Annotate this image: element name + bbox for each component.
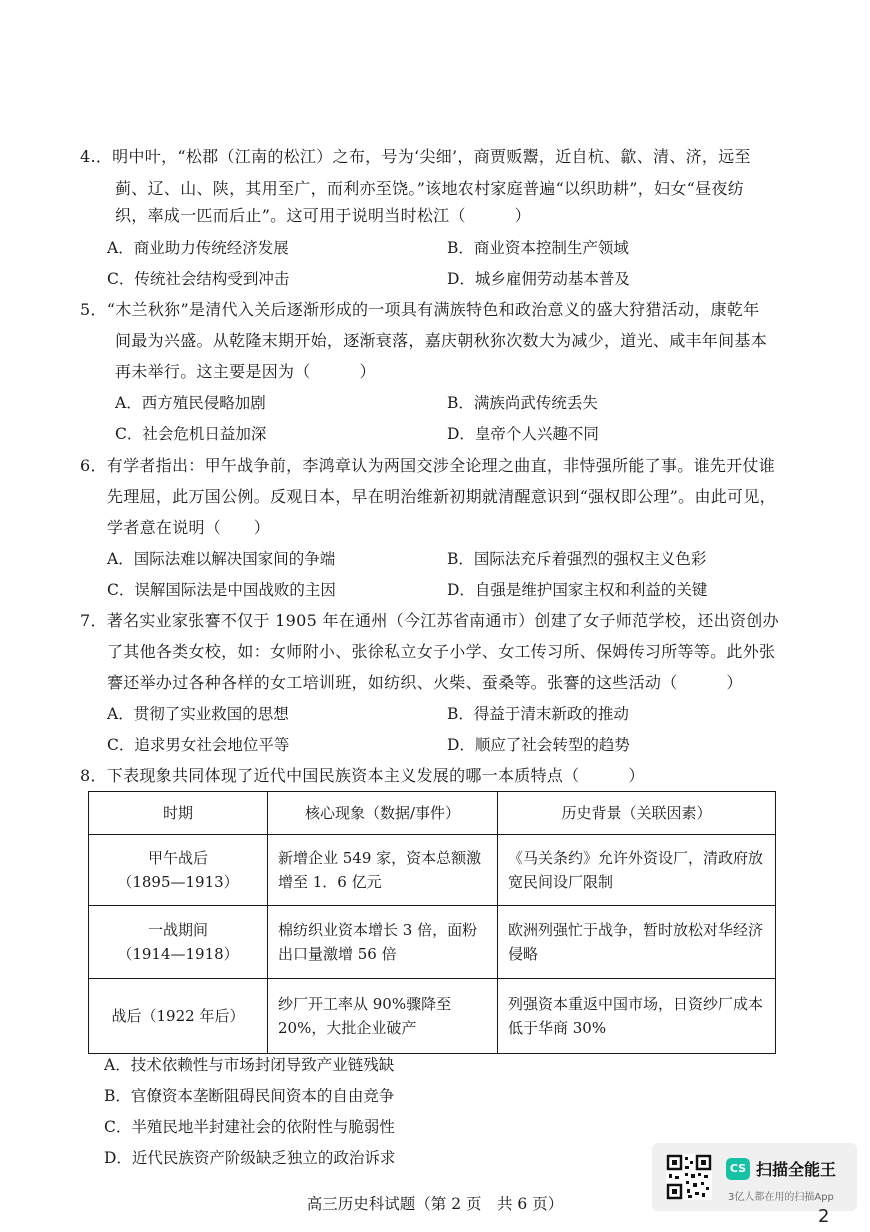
period-name: 一战期间 xyxy=(147,921,208,939)
q7-option-c: C．追求男女社会地位平等 xyxy=(107,736,290,754)
q8-option-d: D．近代民族资产阶级缺乏独立的政治诉求 xyxy=(104,1149,396,1167)
q8-line-1: 8．下表现象共同体现了近代中国民族资本主义发展的哪一本质特点（ ） xyxy=(80,766,645,785)
q5-line-1: 5．“木兰秋狝”是清代入关后逐渐形成的一项具有满族特色和政治意义的盛大狩猎活动，康乾年 xyxy=(80,300,760,319)
table-header-row xyxy=(89,792,776,835)
table-header-phenomenon: 核心现象（数据/事件） xyxy=(268,792,498,835)
scanner-watermark xyxy=(652,1143,857,1211)
table-cell-phenomenon: 新增企业 549 家，资本总额激增至 1．6 亿元 xyxy=(268,835,498,906)
table-cell-phenomenon: 纱厂开工率从 90%骤降至 20%，大批企业破产 xyxy=(268,979,498,1054)
q8-option-b: B．官僚资本垄断阻碍民间资本的自由竞争 xyxy=(104,1087,395,1105)
period-years: （1914—1918） xyxy=(117,945,239,963)
q4-line-2: 蓟、辽、山、陕，其用至广，而利亦至饶。”该地农村家庭普遍“以织助耕”，妇女“昼夜纺 xyxy=(115,179,745,198)
table-cell-phenomenon: 棉纺织业资本增长 3 倍，面粉出口量激增 56 倍 xyxy=(268,906,498,979)
table-cell-period xyxy=(89,835,268,906)
q6-option-b: B．国际法充斥着强烈的强权主义色彩 xyxy=(447,550,707,568)
q5-line-3: 再未举行。这主要是因为（ ） xyxy=(115,362,376,381)
q6-line-3: 学者意在说明（ ） xyxy=(107,518,271,537)
period-years: （1895—1913） xyxy=(117,873,239,891)
corner-page-number: 2 xyxy=(818,1206,830,1227)
q7-line-1: 7．著名实业家张謇不仅于 1905 年在通州（今江苏省南通市）创建了女子师范学校，还出资创办 xyxy=(80,611,779,630)
q4-line-1: 4.．明中叶，“松郡（江南的松江）之布，号为‘尖细’，商贾贩鬻，近自杭、歙、清、济，远至 xyxy=(80,147,751,166)
q6-line-2: 先理屈，此万国公例。反观日本，早在明治维新初期就清醒意识到“强权即公理”。由此可见， xyxy=(107,487,776,506)
scanner-brand: 扫描全能王 xyxy=(756,1160,837,1179)
q7-line-2: 了其他各类女校，如：女师附小、张徐私立女子小学、女工传习所、保姆传习所等等。此外张 xyxy=(107,642,776,661)
table-row xyxy=(89,906,776,979)
q6-line-1: 6．有学者指出：甲午战争前，李鸿章认为两国交涉全论理之曲直，非恃强所能了事。谁先开仗谁 xyxy=(80,456,776,475)
q7-option-d: D．顺应了社会转型的趋势 xyxy=(447,736,630,754)
q6-option-a: A．国际法难以解决国家间的争端 xyxy=(107,550,336,568)
q6-option-d: D．自强是维护国家主权和利益的关键 xyxy=(447,581,708,599)
cs-logo-icon: CS xyxy=(726,1158,750,1180)
table-cell-background: 欧洲列强忙于战争，暂时放松对华经济侵略 xyxy=(498,906,776,979)
table-header-period: 时期 xyxy=(89,792,268,835)
capitalism-development-table xyxy=(88,791,776,1054)
q7-option-b: B．得益于清末新政的推动 xyxy=(447,705,629,723)
q5-option-d: D．皇帝个人兴趣不同 xyxy=(447,425,599,443)
q5-option-b: B．满族尚武传统丢失 xyxy=(447,394,598,412)
q7-line-3: 謇还举办过各种各样的女工培训班，如纺织、火柴、蚕桑等。张謇的这些活动（ ） xyxy=(107,673,743,692)
table-row xyxy=(89,979,776,1054)
q8-option-c: C．半殖民地半封建社会的依附性与脆弱性 xyxy=(104,1118,395,1136)
q5-line-2: 间最为兴盛。从乾隆末期开始，逐渐衰落，嘉庆朝秋狝次数大为减少，道光、咸丰年间基本 xyxy=(115,331,768,350)
q4-line-3: 织，率成一匹而后止”。这可用于说明当时松江（ ） xyxy=(115,206,531,225)
scanner-slogan: 3亿人都在用的扫描App xyxy=(728,1192,834,1203)
q4-option-b: B．商业资本控制生产领域 xyxy=(447,239,629,257)
table-cell-background: 列强资本重返中国市场，日资纱厂成本低于华商 30% xyxy=(498,979,776,1054)
table-cell-period xyxy=(89,906,268,979)
q4-option-d: D．城乡雇佣劳动基本普及 xyxy=(447,270,630,288)
table-cell-period xyxy=(89,979,268,1054)
qr-code-icon xyxy=(666,1154,712,1200)
period-name: 战后（1922 年后） xyxy=(111,1007,245,1025)
period-name: 甲午战后 xyxy=(147,849,208,867)
page-footer: 高三历史科试题（第 2 页 共 6 页） xyxy=(306,1195,564,1213)
table-cell-background: 《马关条约》允许外资设厂，清政府放宽民间设厂限制 xyxy=(498,835,776,906)
q6-option-c: C．误解国际法是中国战败的主因 xyxy=(107,581,336,599)
q5-option-a: A．西方殖民侵略加剧 xyxy=(115,394,266,412)
q4-option-c: C．传统社会结构受到冲击 xyxy=(107,270,290,288)
table-header-background: 历史背景（关联因素） xyxy=(498,792,776,835)
table-row xyxy=(89,835,776,906)
q8-option-a: A．技术依赖性与市场封闭导致产业链残缺 xyxy=(104,1056,395,1074)
q7-option-a: A．贯彻了实业救国的思想 xyxy=(107,705,289,723)
q5-option-c: C．社会危机日益加深 xyxy=(115,425,267,443)
q4-option-a: A．商业助力传统经济发展 xyxy=(107,239,289,257)
